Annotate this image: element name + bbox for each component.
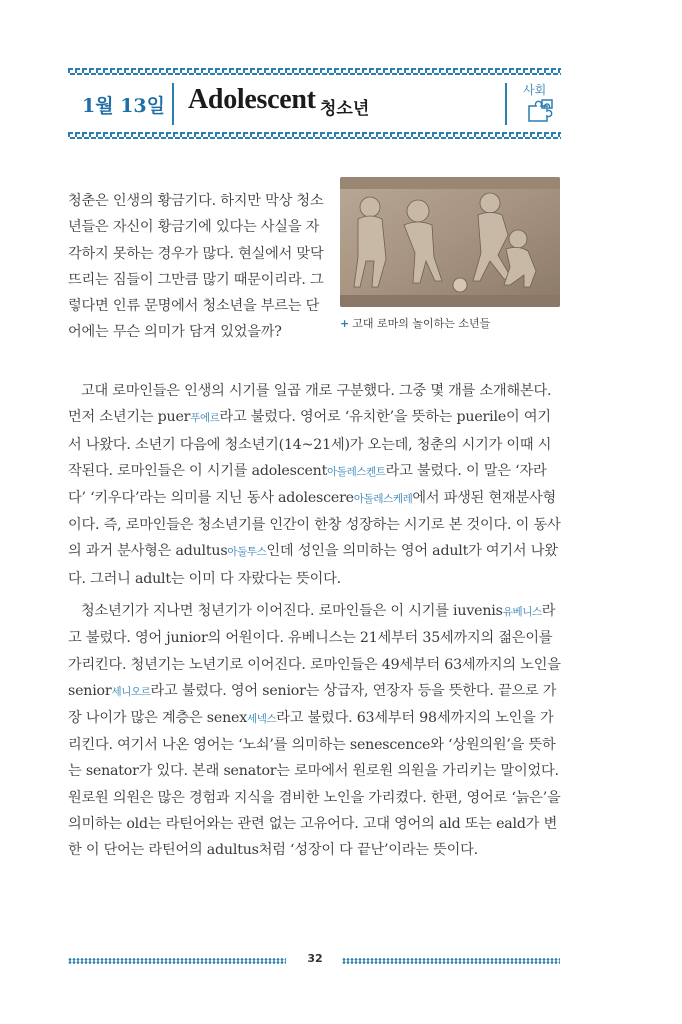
body-text: 고대 로마인들은 인생의 시기를 일곱 개로 구분했다. 그중 몇 개를 소개해본다. 먼저 소년기는 puer <box>68 383 552 426</box>
page-header <box>68 77 561 129</box>
body-text: 에서 파생된 현재분사형이다. 즉, 로마인들은 청소년기를 인간이 한창 성장하는 시기로 본 것이다. 이 동사의 과거 분사형은 adultus <box>68 490 561 560</box>
latin-pronunciation: 세넥스 <box>247 713 277 725</box>
entry-title: Adolescent <box>188 84 316 115</box>
header-divider-right <box>505 83 507 125</box>
category-label: 사회 <box>523 83 547 97</box>
body-text: 라고 불렀다. 63세부터 98세까지의 노인을 가리킨다. 여기서 나온 영어는 ‘노쇠’를 의미하는 senescence와 ‘상원의원’을 뜻하는 senator가 있다. 본래 senator는 로마에서 원로원 의원을 가리키는 말이었다. 원로원 의원은 많은 경험과 지식을 겸비한 노인을 가리켰다. 한편, 영어로 ‘늙은’을 의미하는 old는 라틴어와는 관련 없는 고유어다. 고대 영어의 ald 또는 eald가 변한 이 단어는 라틴어의 adultus처럼 ‘성장이 다 끝난’이라는 뜻이다. <box>68 710 561 859</box>
page-number: 32 <box>307 952 323 965</box>
body-paragraph <box>68 378 561 592</box>
entry-date: 1월 13일 <box>82 95 165 117</box>
body-text: 라고 불렀다. 영어로 ‘유치한’을 뜻하는 puerile이 여기서 나왔다. 소년기 다음에 청소년기(14~21세)가 오는데, 청춘의 시기가 이때 시작된다. 로마인들은 이 시기를 adolescent <box>68 409 552 479</box>
latin-pronunciation: 유베니스 <box>502 606 542 619</box>
header-divider <box>172 83 174 125</box>
body-text: 라고 불렀다. 영어 senior는 상급자, 연장자 등을 뜻한다. 끝으로 가장 나이가 많은 계층은 senex <box>68 682 557 726</box>
body-text: 인데 성인을 의미하는 영어 adult가 여기서 나왔다. 그러니 adult는 이미 다 자랐다는 뜻이다. <box>68 543 558 587</box>
intro-paragraph: 청춘은 인생의 황금기다. 하지만 막상 청소년들은 자신이 황금기에 있다는 사실을 자각하지 못하는 경우가 많다. 현실에서 맞닥뜨리는 짐들이 그만큼 많기 때문이리라. 그렇다면 인류 문명에서 청소년을 부르는 단어에는 무슨 의미가 담겨 있었을까? <box>68 193 324 341</box>
latin-pronunciation: 푸에르 <box>190 412 220 425</box>
body-text: 라고 불렀다. 영어 junior의 어원이다. 유베니스는 21세부터 35세까지의 젊은이를 가리킨다. 청년기는 노년기로 이어진다. 로마인들은 49세부터 63세까지의 노인을 senior <box>68 603 561 699</box>
body-paragraph <box>68 598 561 863</box>
footer-border-right <box>342 958 560 964</box>
header-border-top <box>68 68 561 75</box>
latin-pronunciation: 아돌레스켄트 <box>327 465 386 478</box>
body-text: 라고 불렀다. 이 말은 ‘자라다’ ‘키우다’라는 의미를 지닌 동사 adolescere <box>68 462 547 506</box>
body-text: 청소년기가 지나면 청년기가 이어진다. 로마인들은 이 시기를 iuvenis <box>80 603 503 620</box>
photo-caption <box>340 315 490 331</box>
latin-pronunciation: 아둘투스 <box>227 546 267 559</box>
puzzle-icon <box>526 97 556 123</box>
footer-border-left <box>68 958 286 964</box>
latin-pronunciation: 아돌레스케레 <box>353 493 413 505</box>
roman-relief-photo <box>340 177 560 307</box>
caption-marker: + <box>340 317 350 330</box>
latin-pronunciation: 세니오르 <box>111 685 151 698</box>
caption-text: 고대 로마의 놀이하는 소년들 <box>352 317 491 330</box>
entry-title-korean: 청소년 <box>320 99 370 119</box>
header-border-bottom <box>68 132 561 139</box>
